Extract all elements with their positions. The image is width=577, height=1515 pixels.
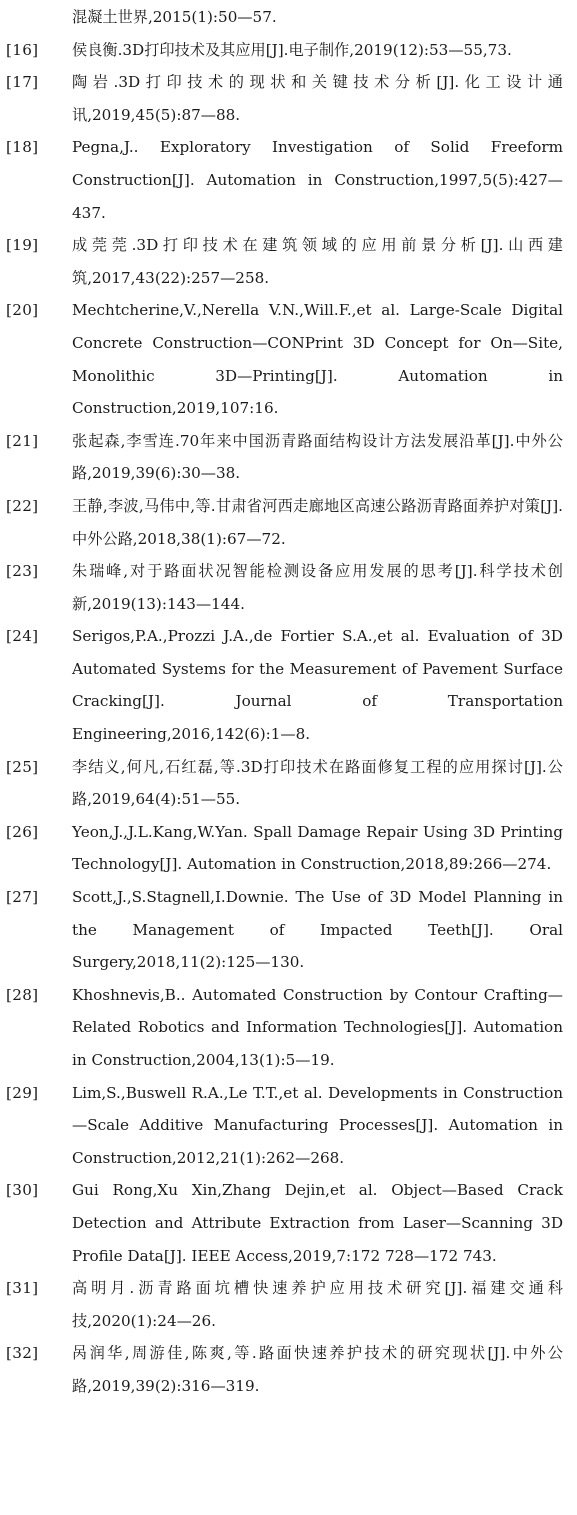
reference-text: 呙润华,周游佳,陈爽,等.路面快速养护技术的研究现状[J].中外公路,2019,39(2):316—319.	[72, 1344, 563, 1395]
reference-entry	[6, 620, 563, 750]
reference-number: [28]	[6, 985, 39, 1004]
reference-text: Khoshnevis,B.. Automated Construction by Contour Crafting—Related Robotics and Information Technologies[J]. Automation in Construction,2004,13(1):5—19.	[72, 985, 563, 1069]
reference-text: 成莞莞.3D打印技术在建筑领域的应用前景分析[J].山西建筑,2017,43(22):257—258.	[72, 236, 563, 287]
reference-text: Gui Rong,Xu Xin,Zhang Dejin,et al. Object—Based Crack Detection and Attribute Extraction from Laser—Scanning 3D Profile Data[J]. IEEE Access,2019,7:172 728—172 743.	[72, 1181, 563, 1265]
reference-number: [20]	[6, 301, 39, 320]
reference-number: [30]	[6, 1181, 39, 1200]
reference-text: Serigos,P.A.,Prozzi J.A.,de Fortier S.A.,et al. Evaluation of 3D Automated Systems for the Measurement of Pavement Surface Cracking[J]. Journal of Transportation Engineering,2016,142(6):1—8.	[72, 627, 563, 744]
reference-number: [16]	[6, 40, 39, 59]
reference-number: [22]	[6, 496, 39, 515]
reference-entry	[6, 881, 563, 979]
reference-entry	[6, 490, 563, 555]
reference-entry	[6, 751, 563, 816]
reference-entry	[6, 294, 563, 424]
reference-entry	[6, 1077, 563, 1175]
reference-entry	[6, 816, 563, 881]
reference-text: Mechtcherine,V.,Nerella V.N.,Will.F.,et al. Large-Scale Digital Concrete Construction—CONPrint 3D Concept for On—Site, Monolithic 3D—Printing[J]. Automation in Construction,2019,107:16.	[72, 301, 563, 418]
reference-number: [26]	[6, 822, 39, 841]
reference-entry	[6, 1174, 563, 1272]
reference-text: 高明月.沥青路面坑槽快速养护应用技术研究[J].福建交通科技,2020(1):24—26.	[72, 1279, 563, 1330]
reference-number: [31]	[6, 1279, 39, 1298]
reference-number: [25]	[6, 757, 39, 776]
reference-text: Pegna,J.. Exploratory Investigation of Solid Freeform Construction[J]. Automation in Construction,1997,5(5):427—437.	[72, 138, 563, 222]
reference-text: Scott,J.,S.Stagnell,I.Downie. The Use of 3D Model Planning in the Management of Impacted Teeth[J]. Oral Surgery,2018,11(2):125—130.	[72, 888, 563, 972]
reference-entry	[6, 425, 563, 490]
reference-number: [19]	[6, 236, 39, 255]
reference-text: 混凝土世界,2015(1):50—57.	[72, 8, 277, 26]
reference-text: 王静,李波,马伟中,等.甘肃省河西走廊地区高速公路沥青路面养护对策[J].中外公路,2018,38(1):67—72.	[72, 496, 563, 548]
reference-number: [27]	[6, 888, 39, 907]
reference-text: Lim,S.,Buswell R.A.,Le T.T.,et al. Developments in Construction—Scale Additive Manufacturing Processes[J]. Automation in Construction,2012,21(1):262—268.	[72, 1083, 563, 1167]
reference-number: [18]	[6, 138, 39, 157]
reference-entry	[6, 131, 563, 229]
reference-number: [24]	[6, 627, 39, 646]
reference-number: [29]	[6, 1083, 39, 1102]
reference-number: [23]	[6, 562, 39, 581]
reference-text: 张起森,李雪连.70年来中国沥青路面结构设计方法发展沿革[J].中外公路,2019,39(6):30—38.	[72, 431, 563, 483]
reference-entry	[6, 1337, 563, 1402]
reference-number: [32]	[6, 1344, 39, 1363]
reference-text: 李结义,何凡,石红磊,等.3D打印技术在路面修复工程的应用探讨[J].公路,2019,64(4):51—55.	[72, 757, 563, 809]
reference-number: [21]	[6, 431, 39, 450]
reference-entry	[6, 34, 563, 67]
reference-text: 侯良衡.3D打印技术及其应用[J].电子制作,2019(12):53—55,73.	[72, 40, 512, 59]
reference-text: 朱瑞峰,对于路面状况智能检测设备应用发展的思考[J].科学技术创新,2019(13):143—144.	[72, 562, 563, 613]
reference-entry	[6, 1272, 563, 1337]
reference-entry	[6, 1, 563, 34]
reference-entry	[6, 229, 563, 294]
reference-number: [17]	[6, 73, 39, 92]
reference-entry	[6, 555, 563, 620]
reference-entry	[6, 66, 563, 131]
reference-text: Yeon,J.,J.L.Kang,W.Yan. Spall Damage Repair Using 3D Printing Technology[J]. Automation in Construction,2018,89:266—274.	[72, 822, 563, 874]
reference-text: 陶岩.3D打印技术的现状和关键技术分析[J].化工设计通讯,2019,45(5):87—88.	[72, 73, 563, 124]
reference-entry	[6, 979, 563, 1077]
